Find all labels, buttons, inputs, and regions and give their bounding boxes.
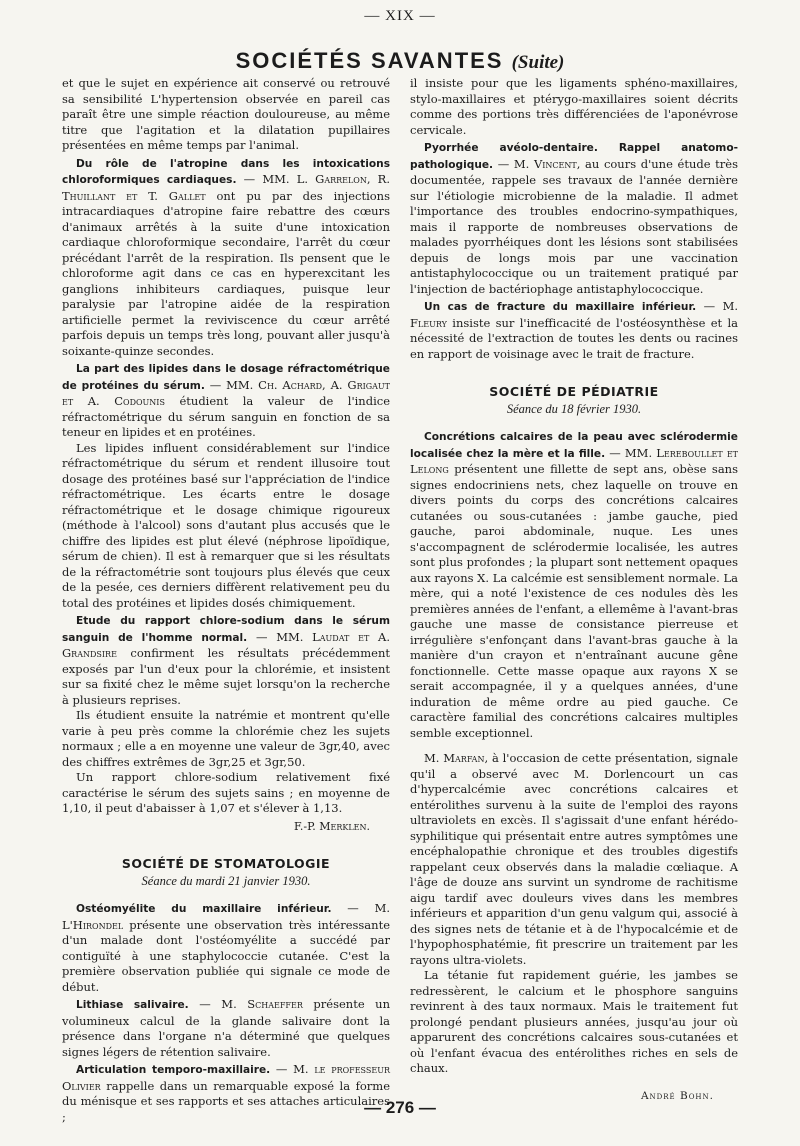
paragraph: et que le sujet en expérience ait conservé ou retrouvé sa sensibilité L'hypertension observée en pareil cas paraît être une simple réaction douloureuse, au même titre que l'agitation et la dilatation pupillaires présentées en même temps par l'animal. [62, 76, 390, 152]
paragraph-heading: Lithiase salivaire. [76, 999, 189, 1011]
section-title: SOCIÉTÉ DE STOMATOLOGIE [121, 856, 331, 871]
paragraph [410, 299, 738, 362]
paragraph-heading: Etude du rapport chlore-sodium dans le sérum sanguin de l'homme normal. [62, 615, 390, 644]
paragraph-authors: — MM. Ch. Achard, A. Grigaut et A. Codounis [62, 377, 390, 408]
paragraph-authors: M. Marfan, [424, 751, 489, 765]
paragraph: il insiste pour que les ligaments sphéno-maxillaires, stylo-maxillaires et ptérygo-maxillaires soient décrits comme des portions très différenciées de l'aponévrose cervicale. [410, 76, 738, 137]
paragraph: Un rapport chlore-sodium relativement fixé caractérise le sérum des sujets sains ; en moyenne de 1,10, il peut d'abaisser à 1,07 et s'élever à 1,13. [62, 770, 390, 815]
paragraph-text: à l'occasion de cette présentation, signale qu'il a observé avec M. Dorlencourt un cas d'hypercalcémie avec concrétions calcaires et entérolithes survenu à la suite de l'emploi des rayons ultraviolets en excès. Il s'agissait d'une enfant hérédo-syphilitique qui présentait entre autres symptômes une encéphalopathie chronique et des troubles digestifs rappelant ceux observés dans la maladie cœliaque. A l'âge de douze ans survint un syndrome de rachitisme aigu tardif avec douleurs vives dans les membres inférieurs et apparition d'un genu valgum qui, associé à des signes nets de tétanie et à de l'hypocalcémie et de l'hypophosphatémie, fit prescrire un traitement par les rayons ultra-violets. [410, 751, 739, 967]
paragraph [62, 901, 390, 995]
paragraph: Les lipides influent considérablement sur l'indice réfractométrique du sérum et rendent illusoire tout dosage des protéines basé sur l'appréciation de l'indice réfractométrique. Les écarts entre le dosage réfractométrique et le dosage chimique rigoureux (méthode à l'alcool) sons d'autant plus accusés que le chiffre des lipides est plut élevé (néphrose lipoïdique, sérum de chien). Il est à remarquer que si les résultats de la réfractométrie sont toujours plus élevés que ceux de la pesée, ces derniers diffèrent relativement peu du total des protéines et lipides dosés chimiquement. [62, 440, 390, 610]
section-date: Séance du mardi 21 janvier 1930. [141, 873, 311, 888]
paragraph-authors: — M. Fleury [410, 299, 738, 330]
signature: F.-P. Merklen. [293, 819, 370, 833]
paragraph-authors: — M. Schaeffer [199, 997, 303, 1011]
right-column [410, 76, 739, 1102]
paragraph-text: au cours d'une étude très documentée, rappele ses travaux de l'année dernière sur l'étiologie microbienne de la maladie. Il admet l'importance des troubles endocrino-sympathiques, mais il rapporte de nombreuses observations de malades pyorrhéiques dont les lésions sont stabilisées depuis de longs mois par une vaccination antistaphylococcique ou un traitement pratiqué par l'injection de bactériophage antistaphylococcique. [410, 156, 739, 296]
paragraph-authors: — M. L'Hirondel [62, 901, 391, 932]
paragraph-text: étudient la valeur de l'indice réfractométrique du sérum sanguin en fonction de sa teneur en lipides et en protéines. [62, 394, 391, 439]
left-column [62, 76, 391, 1124]
paragraph [62, 361, 390, 441]
paragraph [410, 140, 738, 297]
paragraph-heading: Un cas de fracture du maxillaire inférieur. [424, 301, 697, 313]
paragraph-text: ont pu par des injections intracardiaques d'atropine faire rebattre des cœurs d'animaux arrêtés à la suite d'une intoxication cardiaque chloroformique secondaire, l'arrêt du cœur précédant l'arrêt de la respiration. Ils pensent que le chloroforme agit dans ce cas en hyperexcitant les ganglions inhibiteurs cardiaques, puisque leur paralysie par l'atropine aidée de la respiration artificielle permet la reviviscence du cœur arrêté parfois depuis un temps très long, pouvant aller jusqu'à soixante-quinze secondes. [62, 188, 390, 358]
roman-page-number: — XIX — [364, 8, 436, 24]
paragraph-authors: — MM. Laudat et A. Grandsire [62, 629, 390, 660]
paragraph-heading: Pyorrhée avéolo-dentaire. Rappel anatomo-pathologique. [410, 142, 738, 171]
page-number: — 276 — [364, 1098, 436, 1117]
paragraph-text: présentent une fillette de sept ans, obèse sans signes endocriniens nets, chez laquelle on trouve en divers points du corps des concrétions calcaires cutanées ou sous-cutanées : jambe gauche, pied gauche, paroi abdominale, nuque. Les unes s'accompagnent de sclérodermie localisée, les autres sont plus profondes ; la plupart sont nettement opaques aux rayons X. La calcémie est sensiblement normale. La mère, qui a noté l'existence de ces nodules dès les premières années de l'enfant, a ellemême à l'avant-bras gauche une masse de consistance pierreuse et irrégulière s'enfonçant dans l'avant-bras gauche à la manière d'un crayon et n'entraînant aucune gêne fonctionnelle. Cette masse opaque aux rayons X se serait accompagnée, il y a quelques années, d'une induration de même ordre au pied gauche. Ce caractère familial des concrétions calcaires multiples semble exceptionnel. [410, 462, 738, 740]
paragraph-text: présente un volumineux calcul de la glande salivaire dont la présence dans l'organe n'a déterminé que quelques signes légers de rétention salivaire. [62, 997, 390, 1059]
section-date: Séance du 18 février 1930. [506, 401, 642, 416]
paragraph [410, 429, 738, 741]
paragraph-heading: La part des lipides dans le dosage réfractométrique de protéines du sérum. [62, 363, 390, 392]
paragraph-heading: Articulation temporo-maxillaire. [76, 1064, 271, 1076]
paragraph-text: présente une observation très intéressante d'un malade dont l'ostéomyélite a succédé par contiguïté à une staphylococcie cutanée. C'est la première observation publiée qui signale ce mode de début. [62, 917, 390, 994]
paragraph-text: confirment les résultats précédemment exposés par l'un d'eux pour la chlorémie, et insistent sur sa fixité chez le même sujet lorsqu'on la recherche à plusieurs reprises. [62, 646, 391, 707]
section-title: SOCIÉTÉ DE PÉDIATRIE [489, 384, 659, 399]
paragraph [410, 751, 738, 968]
paragraph-authors: — M. Vincent, [497, 156, 581, 171]
paragraph-heading: Du rôle de l'atropine dans les intoxications chloroformiques cardiaques. [62, 157, 390, 186]
paragraph-text: rappelle dans un remarquable exposé la forme du ménisque et ses rapports et ses attaches articulaires ; [62, 1078, 390, 1124]
paragraph-text: insiste sur l'inefficacité de l'ostéosynthèse et la nécessité de l'extraction de toutes les dents ou racines en rapport de voisinage avec le trait de fracture. [410, 315, 739, 361]
paragraph: Ils étudient ensuite la natrémie et montrent qu'elle varie à peu près comme la chlorémie chez les sujets normaux ; elle a en moyenne une valeur de 3gr,40, avec des chiffres extrêmes de 3gr,25 et 3gr,50. [62, 708, 390, 769]
title-text: SOCIÉTÉS SAVANTES [235, 48, 504, 73]
paragraph [62, 997, 390, 1060]
paragraph-heading: Ostéomyélite du maxillaire inférieur. [76, 903, 332, 915]
paragraph: La tétanie fut rapidement guérie, les jambes se redressèrent, le calcium et le phosphore sanguins revinrent à des taux normaux. Mais le traitement fut prolongé pendant plusieurs années, jusqu'au jour où apparurent des concrétions calcaires sous-cutanées et où l'enfant évacua des entérolithes riches en sels de chaux. [410, 968, 738, 1075]
paragraph [62, 613, 390, 708]
paragraph-authors: — M. le professeur Olivier [62, 1062, 390, 1093]
paragraph-authors: — MM. Lereboullet et Lelong [410, 445, 738, 476]
paragraph-heading: Concrétions calcaires de la peau avec sclérodermie localisée chez la mère et la fille. [410, 431, 738, 460]
paragraph [62, 156, 390, 360]
title-suffix: (Suite) [511, 52, 565, 73]
signature: André Bohn. [640, 1089, 714, 1102]
paragraph-authors: — MM. L. Garrelon, R. Thuillant et T. Gallet [62, 172, 390, 203]
page-title [0, 48, 800, 74]
